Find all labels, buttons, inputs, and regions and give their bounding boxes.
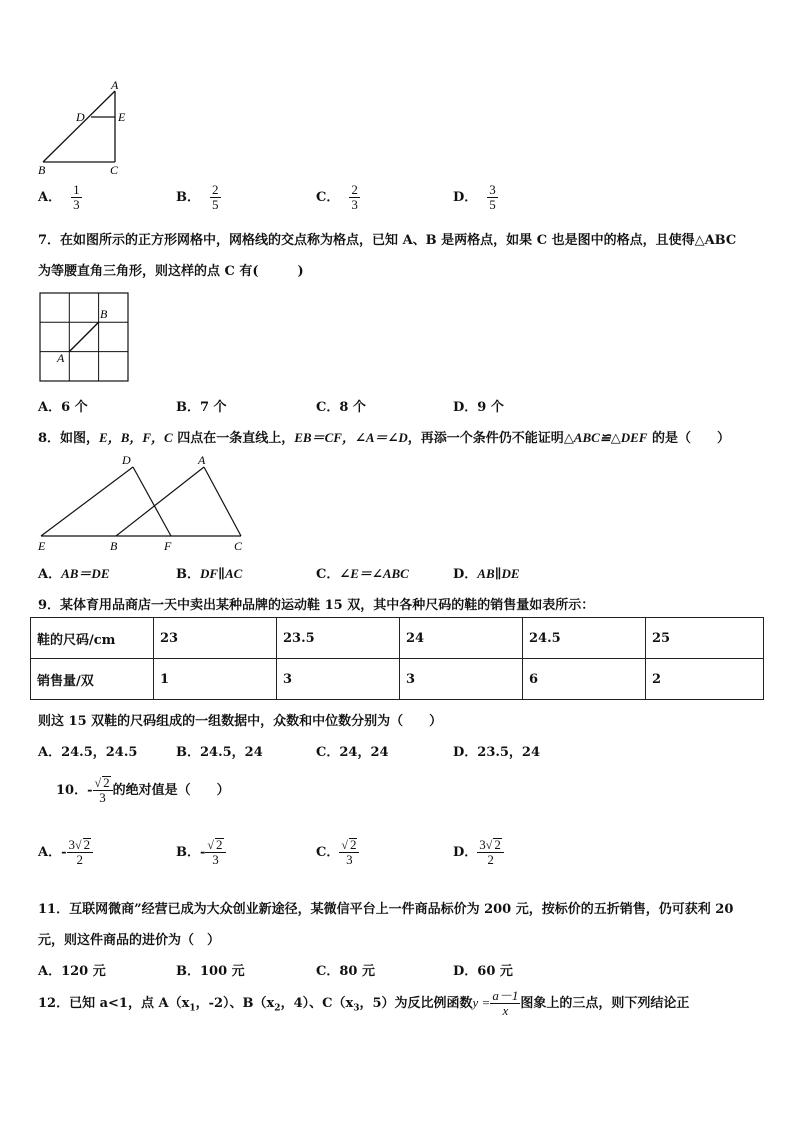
q9-option-d: D．23.5，24: [453, 745, 541, 760]
q10-option-c: C． $\frac{√ 2}{3}$: [316, 838, 359, 867]
table-cell: 23: [154, 618, 277, 659]
table-cell: 1: [154, 659, 277, 700]
q9-option-b: B．24.5，24: [176, 745, 263, 760]
q8-triangles-figure: [36, 452, 248, 554]
q8-stem: 8．如图，E，B，F，C 四点在一条直线上，EB＝CF，∠A＝∠D，再添一个条件仍不能证明△ABC≌△DEF 的是（ ）: [38, 430, 730, 446]
q7-option-b: B．7 个: [176, 400, 227, 415]
table-cell: 鞋的尺码/cm: [31, 618, 154, 659]
q8-option-c: C．∠E＝∠ABC: [316, 566, 409, 582]
table-cell: 24.5: [523, 618, 646, 659]
q9-size-sales-table: [30, 617, 764, 700]
label-B: B: [110, 539, 118, 553]
table-cell: 2: [646, 659, 764, 700]
q7-stem-line2: 为等腰直角三角形，则这样的点 C 有( ): [38, 264, 304, 279]
table-cell: 23.5: [277, 618, 400, 659]
q9-question: 则这 15 双鞋的尺码组成的一组数据中，众数和中位数分别为（ ）: [38, 714, 443, 729]
q11-stem-line1: 11．互联网微商”经营已成为大众创业新途径，某微信平台上一件商品标价为 200 元，按标价的五折销售，仍可获利 20: [38, 902, 734, 917]
q11-option-c: C．80 元: [316, 964, 375, 979]
q7-stem-line1: 7．在如图所示的正方形网格中，网格线的交点称为格点，已知 A、B 是两格点，如果 C 也是图中的格点，且使得△ABC: [38, 233, 737, 248]
q8-option-b: B．DF∥AC: [176, 566, 243, 582]
q11-option-a: A．120 元: [38, 964, 106, 979]
table-cell: 6: [523, 659, 646, 700]
table-cell: 24: [400, 618, 523, 659]
q10-option-a: A．- $\frac{3√ 2}{2}$: [38, 838, 93, 867]
q6-option-c: C． $\frac{2}{3}$: [316, 182, 358, 212]
q7-option-d: D．9 个: [453, 400, 504, 415]
q10-option-d: D． $\frac{3√ 2}{2}$: [453, 838, 504, 867]
table-cell: 3: [277, 659, 400, 700]
q9-stem: 9．某体育用品商店一天中卖出某种品牌的运动鞋 15 双，其中各种尺码的鞋的销售量如表所示：: [38, 598, 595, 613]
q9-option-a: A．24.5，24.5: [38, 745, 138, 760]
label-E: E: [38, 539, 46, 553]
label-A: A: [198, 453, 206, 467]
label-C: C: [234, 539, 243, 553]
q6-option-d: D． $\frac{3}{5}$: [453, 182, 496, 212]
q11-option-d: D．60 元: [453, 964, 513, 979]
q9-option-c: C．24，24: [316, 745, 389, 760]
q8-option-d: D．AB∥DE: [453, 566, 520, 582]
q8-option-a: A．AB＝DE: [38, 566, 110, 582]
label-B: B: [38, 163, 46, 177]
label-D: D: [76, 110, 85, 124]
q12-stem: 12．已知 a<1，点 $A(x_1$，-2）、$B(x_2$，4）、$C(x_3$，5）为反比例函数y = $\frac{a-1}{x}$ 图象上的三点，则下列结论正: [38, 988, 690, 1018]
q6-option-a: A． $\frac{1}{3}$: [38, 182, 80, 212]
label-E: E: [118, 110, 126, 124]
q6-triangle-figure: [34, 78, 134, 178]
q7-option-c: C．8 个: [316, 400, 366, 415]
label-A: A: [111, 78, 119, 92]
label-D: D: [122, 453, 131, 467]
table-row: [31, 618, 764, 659]
table-cell: 销售量/双: [31, 659, 154, 700]
label-F: F: [164, 539, 172, 553]
q11-stem-line2: 元，则这件商品的进价为（ ）: [38, 933, 221, 948]
table-cell: 25: [646, 618, 764, 659]
q11-option-b: B．100 元: [176, 964, 245, 979]
table-row: [31, 659, 764, 700]
q10-option-b: B．- $\frac{√ 2}{3}$: [176, 838, 226, 867]
label-A: A: [57, 351, 65, 365]
label-C: C: [110, 163, 119, 177]
q7-grid-figure: [38, 291, 132, 385]
q6-option-b: B． $\frac{2}{5}$: [176, 182, 219, 212]
q10-stem: 10．- $\frac{√ 2}{3}$ 的绝对值是（ ）: [56, 775, 230, 805]
table-cell: 3: [400, 659, 523, 700]
q7-option-a: A．6 个: [38, 400, 88, 415]
label-B: B: [100, 307, 108, 321]
